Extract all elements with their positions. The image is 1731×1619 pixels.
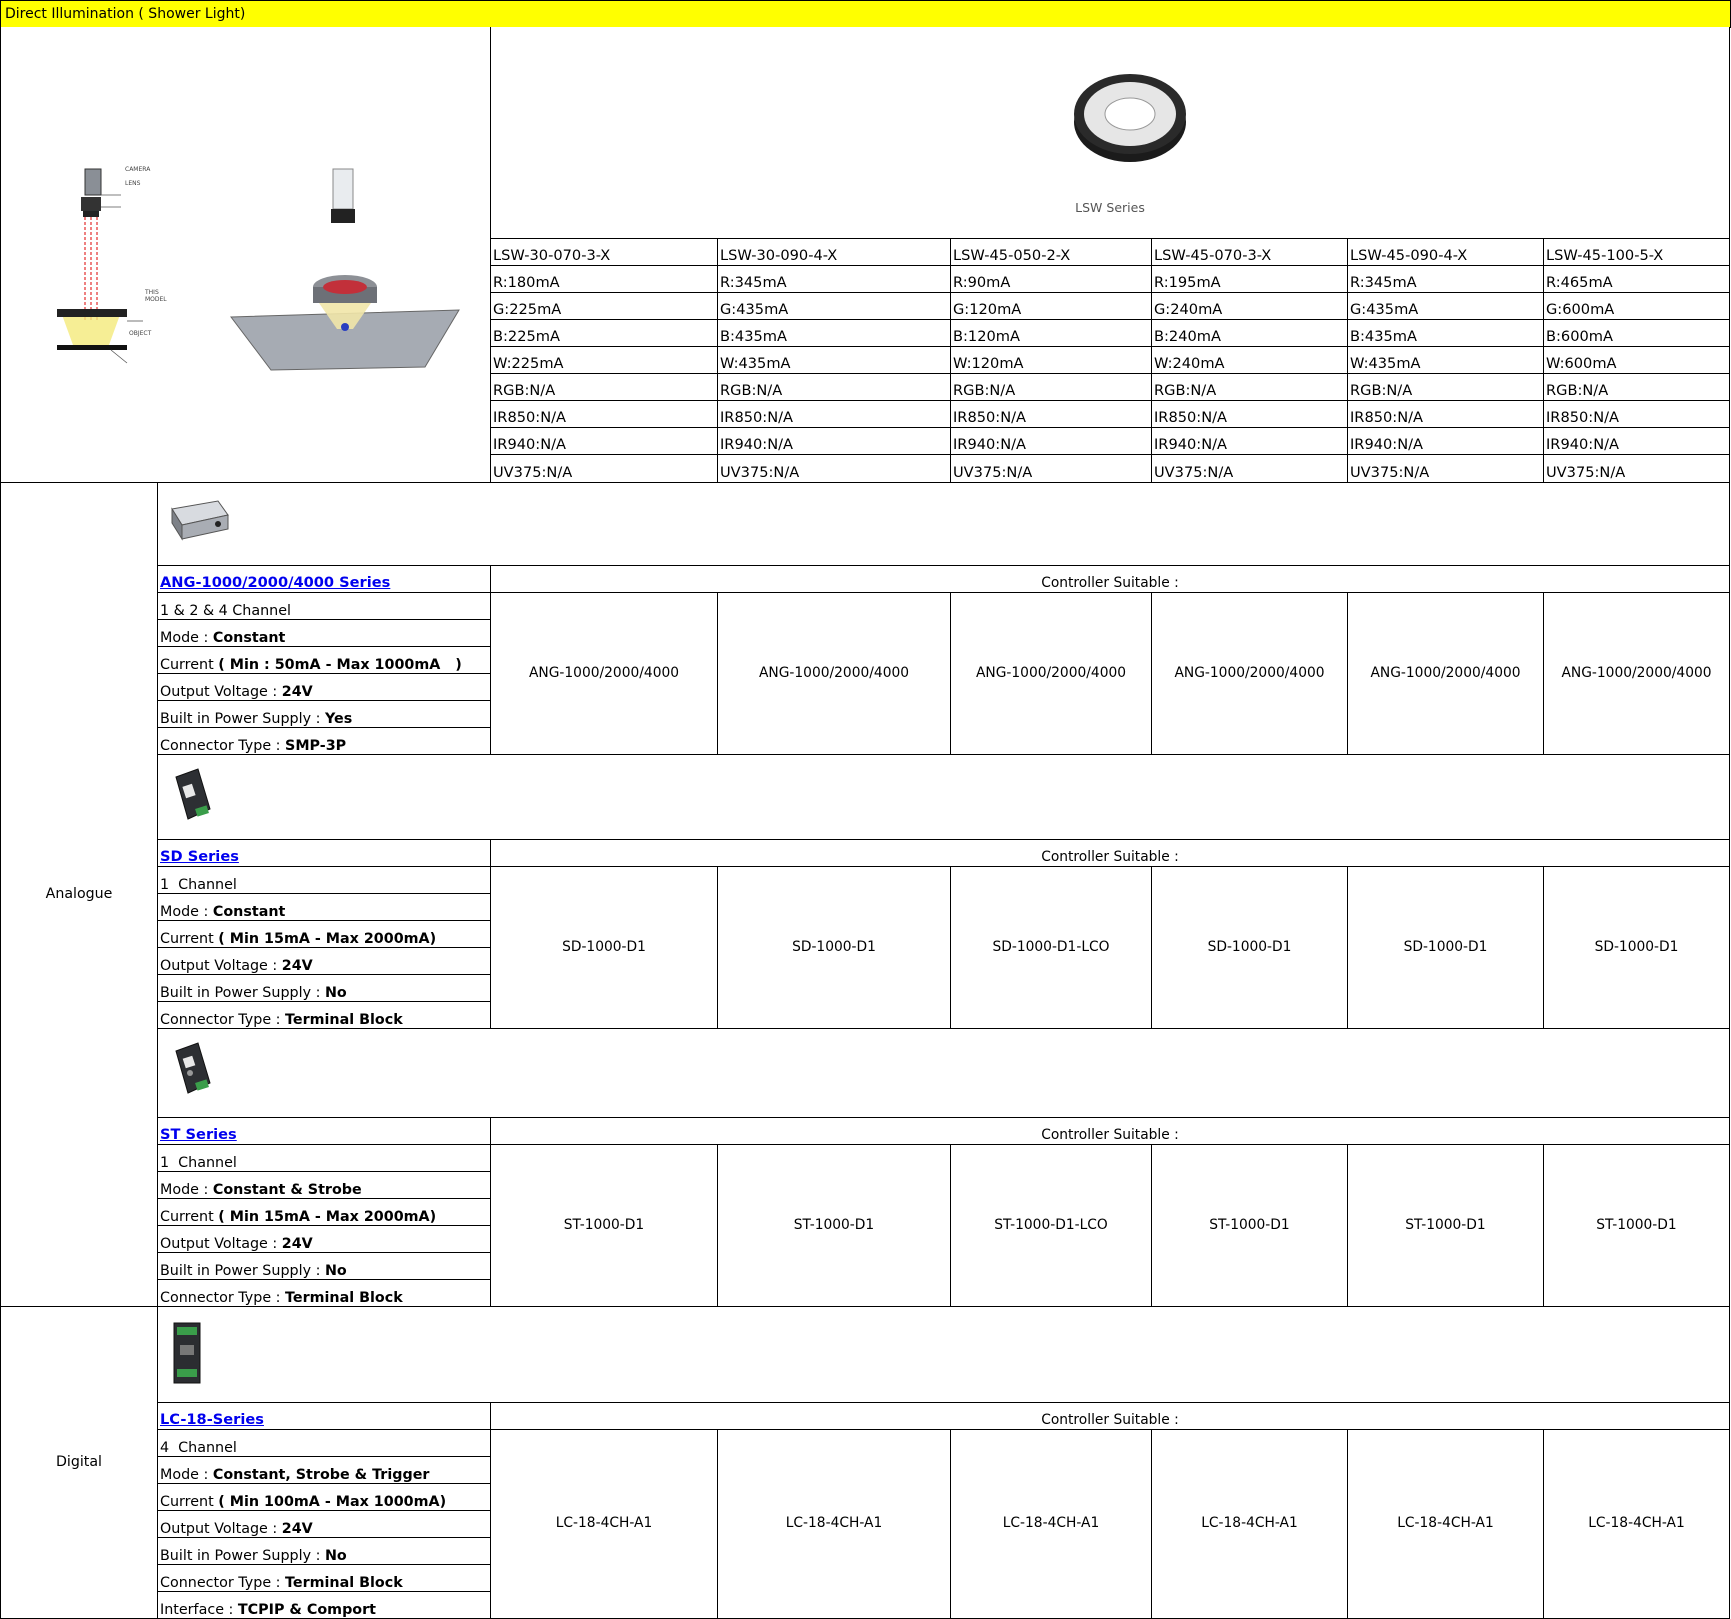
model-spec-cell <box>718 266 951 293</box>
controller-spec-cell <box>158 1145 491 1172</box>
model-spec-cell <box>718 374 951 401</box>
controller-suitable-label: Controller Suitable : <box>1041 1412 1179 1429</box>
model-spec-value: G:240mA <box>1154 301 1223 319</box>
product-image-panel <box>491 27 1730 239</box>
suitable-controller-name: SD-1000-D1 <box>792 938 876 955</box>
controller-suitable-header <box>491 566 1730 593</box>
model-spec-cell <box>1544 428 1730 455</box>
model-spec-value: IR940:N/A <box>1546 436 1620 454</box>
suitable-controller-name: SD-1000-D1 <box>1594 938 1679 955</box>
spec-label: Current <box>160 930 219 947</box>
controller-spec-cell <box>158 1280 491 1307</box>
suitable-controller-cell <box>491 1145 718 1307</box>
model-spec-cell <box>1152 428 1348 455</box>
spec-value: 24V <box>281 1235 313 1252</box>
controller-spec-cell <box>158 1511 491 1538</box>
group-name: Digital <box>55 1454 102 1471</box>
model-spec-cell <box>1152 374 1348 401</box>
model-spec-cell <box>1348 293 1544 320</box>
spec-label: Output Voltage : <box>160 957 282 974</box>
controller-spec-cell <box>158 921 491 948</box>
model-spec-cell <box>951 428 1152 455</box>
spec-label: Built in Power Supply : <box>160 984 325 1001</box>
sheet-title: Direct Illumination ( Shower Light) <box>0 0 1731 28</box>
spec-label: 1 Channel <box>160 1154 237 1171</box>
suitable-controller-cell <box>1152 593 1348 755</box>
controller-series-cell <box>158 566 491 593</box>
ring-light-render-icon <box>231 169 459 370</box>
model-spec-value: UV375:N/A <box>1350 464 1430 482</box>
suitable-controller-cell <box>718 593 951 755</box>
model-spec-cell <box>1152 266 1348 293</box>
controller-spec-cell <box>158 728 491 755</box>
suitable-controller-cell <box>951 867 1152 1029</box>
spec-label: Built in Power Supply : <box>160 1547 325 1564</box>
suitable-controller-cell <box>1152 867 1348 1029</box>
model-spec-cell <box>491 320 718 347</box>
spec-value: Constant <box>212 903 286 920</box>
suitable-controller-name: ST-1000-D1 <box>1596 1216 1677 1233</box>
controller-spec-cell <box>158 1538 491 1565</box>
model-spec-value: RGB:N/A <box>1154 382 1217 400</box>
suitable-controller-name: ANG-1000/2000/4000 <box>758 664 910 681</box>
suitable-controller-cell <box>1544 867 1730 1029</box>
controller-suitable-header <box>491 1118 1730 1145</box>
controller-suitable-label: Controller Suitable : <box>1041 1127 1179 1144</box>
spec-value: ( Min 100mA - Max 1000mA) <box>218 1493 447 1510</box>
model-spec-cell <box>1152 401 1348 428</box>
spec-value: 24V <box>281 683 313 700</box>
spec-label: 4 Channel <box>160 1439 237 1456</box>
model-spec-cell <box>718 347 951 374</box>
group-label-cell <box>0 1307 158 1619</box>
model-spec-cell <box>1348 266 1544 293</box>
controller-image-row <box>158 483 1730 566</box>
model-name: LSW-45-070-3-X <box>1154 247 1272 265</box>
model-spec-value: RGB:N/A <box>493 382 556 400</box>
model-spec-cell <box>1152 293 1348 320</box>
group-name: Analogue <box>45 886 113 903</box>
model-spec-cell <box>1544 401 1730 428</box>
suitable-controller-name: ANG-1000/2000/4000 <box>528 664 680 681</box>
model-spec-value: R:195mA <box>1154 274 1221 292</box>
controller-spec-cell <box>158 1199 491 1226</box>
model-spec-value: RGB:N/A <box>1350 382 1413 400</box>
model-spec-cell <box>1152 320 1348 347</box>
suitable-controller-name: ST-1000-D1 <box>563 1216 645 1233</box>
model-spec-value: G:435mA <box>1350 301 1419 319</box>
controller-spec-cell <box>158 948 491 975</box>
spec-value: ( Min 15mA - Max 2000mA) <box>218 1208 437 1225</box>
model-spec-value: UV375:N/A <box>1546 464 1626 482</box>
suitable-controller-cell <box>1348 867 1544 1029</box>
spec-value: Constant, Strobe & Trigger <box>212 1466 430 1483</box>
spec-value: No <box>324 984 347 1001</box>
controller-spec-cell <box>158 1226 491 1253</box>
suitable-controller-cell <box>1348 1145 1544 1307</box>
model-spec-cell <box>718 293 951 320</box>
model-spec-cell <box>951 401 1152 428</box>
model-spec-value: IR850:N/A <box>1154 409 1228 427</box>
model-spec-cell <box>1348 347 1544 374</box>
model-spec-value: B:240mA <box>1154 328 1221 346</box>
model-spec-value: IR850:N/A <box>493 409 567 427</box>
controller-spec-cell <box>158 620 491 647</box>
controller-series-link[interactable]: LC-18-Series <box>160 1411 264 1429</box>
suitable-controller-name: ANG-1000/2000/4000 <box>975 664 1127 681</box>
model-name-cell <box>1544 239 1730 266</box>
model-name: LSW-45-050-2-X <box>953 247 1071 265</box>
group-label-cell <box>0 483 158 1307</box>
suitable-controller-cell <box>1152 1145 1348 1307</box>
suitable-controller-name: ANG-1000/2000/4000 <box>1370 664 1521 681</box>
controller-spec-cell <box>158 975 491 1002</box>
model-spec-cell <box>1152 347 1348 374</box>
controller-spec-cell <box>158 867 491 894</box>
spec-label: Output Voltage : <box>160 683 282 700</box>
suitable-controller-name: ST-1000-D1 <box>793 1216 875 1233</box>
model-spec-cell <box>1152 455 1348 483</box>
model-spec-value: IR850:N/A <box>1546 409 1620 427</box>
model-spec-value: RGB:N/A <box>720 382 783 400</box>
model-spec-value: B:225mA <box>493 328 560 346</box>
controller-suitable-header <box>491 840 1730 867</box>
controller-image-row <box>158 1307 1730 1403</box>
model-spec-value: G:600mA <box>1546 301 1615 319</box>
model-spec-value: B:435mA <box>1350 328 1417 346</box>
model-spec-value: B:600mA <box>1546 328 1613 346</box>
controller-spec-cell <box>158 1253 491 1280</box>
controller-series-cell <box>158 840 491 867</box>
model-spec-cell <box>1348 320 1544 347</box>
model-spec-value: W:600mA <box>1546 355 1617 373</box>
st-controller-icon <box>168 1041 216 1101</box>
diagram-label-model: THIS MODEL <box>145 289 167 303</box>
controller-spec-cell <box>158 701 491 728</box>
model-spec-value: R:345mA <box>1350 274 1417 292</box>
spec-label: Current <box>160 656 219 673</box>
model-spec-value: IR940:N/A <box>493 436 567 454</box>
model-name: LSW-45-090-4-X <box>1350 247 1468 265</box>
suitable-controller-cell <box>491 1430 718 1619</box>
model-name-cell <box>491 239 718 266</box>
model-spec-value: IR850:N/A <box>953 409 1027 427</box>
suitable-controller-cell <box>951 1430 1152 1619</box>
model-spec-value: G:120mA <box>953 301 1022 319</box>
model-spec-value: B:120mA <box>953 328 1020 346</box>
suitable-controller-name: SD-1000-D1 <box>1403 938 1488 955</box>
model-spec-cell <box>491 428 718 455</box>
spec-value: Terminal Block <box>285 1574 403 1591</box>
controller-series-link[interactable]: ST Series <box>160 1126 237 1144</box>
model-name-cell <box>718 239 951 266</box>
controller-spec-cell <box>158 1172 491 1199</box>
suitable-controller-name: LC-18-4CH-A1 <box>1201 1515 1298 1532</box>
sd-controller-icon <box>168 767 216 827</box>
suitable-controller-name: LC-18-4CH-A1 <box>1397 1515 1494 1532</box>
controller-spec-cell <box>158 1002 491 1029</box>
model-spec-cell <box>1348 428 1544 455</box>
suitable-controller-name: LC-18-4CH-A1 <box>555 1515 653 1532</box>
suitable-controller-cell <box>1152 1430 1348 1619</box>
spec-label: 1 & 2 & 4 Channel <box>160 602 292 619</box>
controller-spec-cell <box>158 647 491 674</box>
spec-value: Yes <box>324 710 353 727</box>
model-spec-value: W:435mA <box>720 355 791 373</box>
spec-label: Mode : <box>160 1181 213 1198</box>
spec-label: Output Voltage : <box>160 1235 282 1252</box>
diagram-label-object: OBJECT <box>129 330 152 337</box>
controller-series-link[interactable]: SD Series <box>160 848 239 866</box>
diagram-label-lens: LENS <box>125 180 141 187</box>
model-spec-value: R:90mA <box>953 274 1011 292</box>
controller-spec-cell <box>158 1484 491 1511</box>
suitable-controller-name: LC-18-4CH-A1 <box>785 1515 883 1532</box>
controller-spec-cell <box>158 894 491 921</box>
lc-controller-icon <box>168 1319 208 1391</box>
controller-spec-cell <box>158 1430 491 1457</box>
suitable-controller-name: ST-1000-D1 <box>1405 1216 1486 1233</box>
suitable-controller-name: LC-18-4CH-A1 <box>1002 1515 1100 1532</box>
suitable-controller-cell <box>951 593 1152 755</box>
model-spec-value: W:240mA <box>1154 355 1225 373</box>
controller-series-cell <box>158 1403 491 1430</box>
suitable-controller-cell <box>718 1145 951 1307</box>
model-spec-cell <box>1544 455 1730 483</box>
model-spec-value: W:435mA <box>1350 355 1421 373</box>
suitable-controller-cell <box>951 1145 1152 1307</box>
model-spec-value: R:465mA <box>1546 274 1613 292</box>
model-spec-cell <box>491 455 718 483</box>
setup-diagram <box>1 27 491 482</box>
spec-label: Current <box>160 1493 219 1510</box>
model-spec-cell <box>1544 320 1730 347</box>
controller-suitable-label: Controller Suitable : <box>1041 849 1179 866</box>
model-spec-cell <box>491 401 718 428</box>
spec-label: Built in Power Supply : <box>160 1262 325 1279</box>
model-name: LSW-30-070-3-X <box>493 247 611 265</box>
spec-value: ( Min : 50mA - Max 1000mA ) <box>218 656 462 673</box>
suitable-controller-name: ST-1000-D1-LCO <box>994 1216 1108 1233</box>
model-spec-cell <box>491 266 718 293</box>
suitable-controller-cell <box>491 593 718 755</box>
model-spec-value: W:225mA <box>493 355 564 373</box>
model-spec-value: UV375:N/A <box>953 464 1033 482</box>
suitable-controller-cell <box>1544 1430 1730 1619</box>
spec-label: Connector Type : <box>160 1289 286 1306</box>
spec-value: ( Min 15mA - Max 2000mA) <box>218 930 437 947</box>
model-name: LSW-30-090-4-X <box>720 247 838 265</box>
model-spec-cell <box>1348 374 1544 401</box>
spec-label: Mode : <box>160 629 213 646</box>
spec-value: 24V <box>281 957 313 974</box>
model-spec-value: R:345mA <box>720 274 787 292</box>
model-spec-value: RGB:N/A <box>953 382 1016 400</box>
controller-suitable-header <box>491 1403 1730 1430</box>
suitable-controller-cell <box>1348 1430 1544 1619</box>
suitable-controller-cell <box>491 867 718 1029</box>
suitable-controller-cell <box>1544 1145 1730 1307</box>
model-spec-value: G:435mA <box>720 301 789 319</box>
suitable-controller-cell <box>718 867 951 1029</box>
model-spec-value: UV375:N/A <box>720 464 800 482</box>
model-name-cell <box>951 239 1152 266</box>
model-name-cell <box>1348 239 1544 266</box>
model-spec-value: UV375:N/A <box>493 464 573 482</box>
spec-label: Interface : <box>160 1601 238 1618</box>
suitable-controller-name: SD-1000-D1 <box>1207 938 1292 955</box>
spec-value: Constant & Strobe <box>212 1181 362 1198</box>
model-spec-cell <box>1544 347 1730 374</box>
suitable-controller-name: SD-1000-D1-LCO <box>992 938 1110 955</box>
spec-label: Current <box>160 1208 219 1225</box>
model-spec-cell <box>1348 455 1544 483</box>
spec-label: Connector Type : <box>160 1011 286 1028</box>
model-spec-cell <box>951 266 1152 293</box>
suitable-controller-name: SD-1000-D1 <box>562 938 646 955</box>
spec-label: Built in Power Supply : <box>160 710 325 727</box>
controller-spec-cell <box>158 1592 491 1619</box>
model-spec-value: IR850:N/A <box>1350 409 1424 427</box>
model-spec-value: B:435mA <box>720 328 787 346</box>
model-name: LSW-45-100-5-X <box>1546 247 1664 265</box>
spec-value: Terminal Block <box>285 1011 403 1028</box>
model-spec-cell <box>491 347 718 374</box>
model-spec-cell <box>951 320 1152 347</box>
model-spec-cell <box>951 347 1152 374</box>
spec-value: TCPIP & Comport <box>237 1601 377 1618</box>
model-spec-cell <box>718 428 951 455</box>
model-spec-value: IR940:N/A <box>1154 436 1228 454</box>
controller-spec-cell <box>158 1565 491 1592</box>
controller-series-link[interactable]: ANG-1000/2000/4000 Series <box>160 574 391 592</box>
controller-spec-cell <box>158 674 491 701</box>
ang-controller-icon <box>168 495 232 547</box>
spec-value: Terminal Block <box>285 1289 403 1306</box>
suitable-controller-name: ANG-1000/2000/4000 <box>1561 664 1712 681</box>
product-series-caption: LSW Series <box>1075 200 1145 215</box>
model-spec-cell <box>491 293 718 320</box>
model-spec-value: IR940:N/A <box>953 436 1027 454</box>
model-spec-value: IR850:N/A <box>720 409 794 427</box>
model-spec-value: W:120mA <box>953 355 1024 373</box>
illustration-panel <box>0 27 491 483</box>
spec-value: 24V <box>281 1520 313 1537</box>
spec-value: No <box>324 1262 347 1279</box>
model-spec-cell <box>718 401 951 428</box>
model-spec-cell <box>491 374 718 401</box>
model-spec-value: IR940:N/A <box>1350 436 1424 454</box>
spec-label: Output Voltage : <box>160 1520 282 1537</box>
model-spec-cell <box>1544 266 1730 293</box>
spec-label: Connector Type : <box>160 1574 286 1591</box>
model-spec-cell <box>1544 374 1730 401</box>
model-spec-cell <box>1348 401 1544 428</box>
suitable-controller-cell <box>1348 593 1544 755</box>
model-spec-cell <box>718 455 951 483</box>
spec-label: Connector Type : <box>160 737 286 754</box>
model-name-cell <box>1152 239 1348 266</box>
suitable-controller-cell <box>718 1430 951 1619</box>
model-spec-cell <box>951 374 1152 401</box>
model-spec-value: R:180mA <box>493 274 560 292</box>
controller-image-row <box>158 755 1730 840</box>
spec-label: Mode : <box>160 903 213 920</box>
model-spec-value: IR940:N/A <box>720 436 794 454</box>
model-spec-cell <box>951 293 1152 320</box>
suitable-controller-name: LC-18-4CH-A1 <box>1588 1515 1685 1532</box>
controller-spec-cell <box>158 593 491 620</box>
suitable-controller-name: ANG-1000/2000/4000 <box>1174 664 1325 681</box>
spec-label: 1 Channel <box>160 876 237 893</box>
model-spec-cell <box>718 320 951 347</box>
model-spec-value: G:225mA <box>493 301 562 319</box>
model-spec-cell <box>1544 293 1730 320</box>
ring-light-product-icon <box>1068 68 1198 168</box>
model-spec-value: RGB:N/A <box>1546 382 1609 400</box>
suitable-controller-name: ST-1000-D1 <box>1209 1216 1290 1233</box>
controller-spec-cell <box>158 1457 491 1484</box>
diagram-label-camera: CAMERA <box>125 166 151 173</box>
suitable-controller-cell <box>1544 593 1730 755</box>
model-spec-value: UV375:N/A <box>1154 464 1234 482</box>
spec-value: No <box>324 1547 347 1564</box>
controller-suitable-label: Controller Suitable : <box>1041 575 1179 592</box>
spec-value: Constant <box>212 629 286 646</box>
model-spec-cell <box>951 455 1152 483</box>
controller-image-row <box>158 1029 1730 1118</box>
spec-value: SMP-3P <box>285 737 347 754</box>
controller-series-cell <box>158 1118 491 1145</box>
spec-label: Mode : <box>160 1466 213 1483</box>
